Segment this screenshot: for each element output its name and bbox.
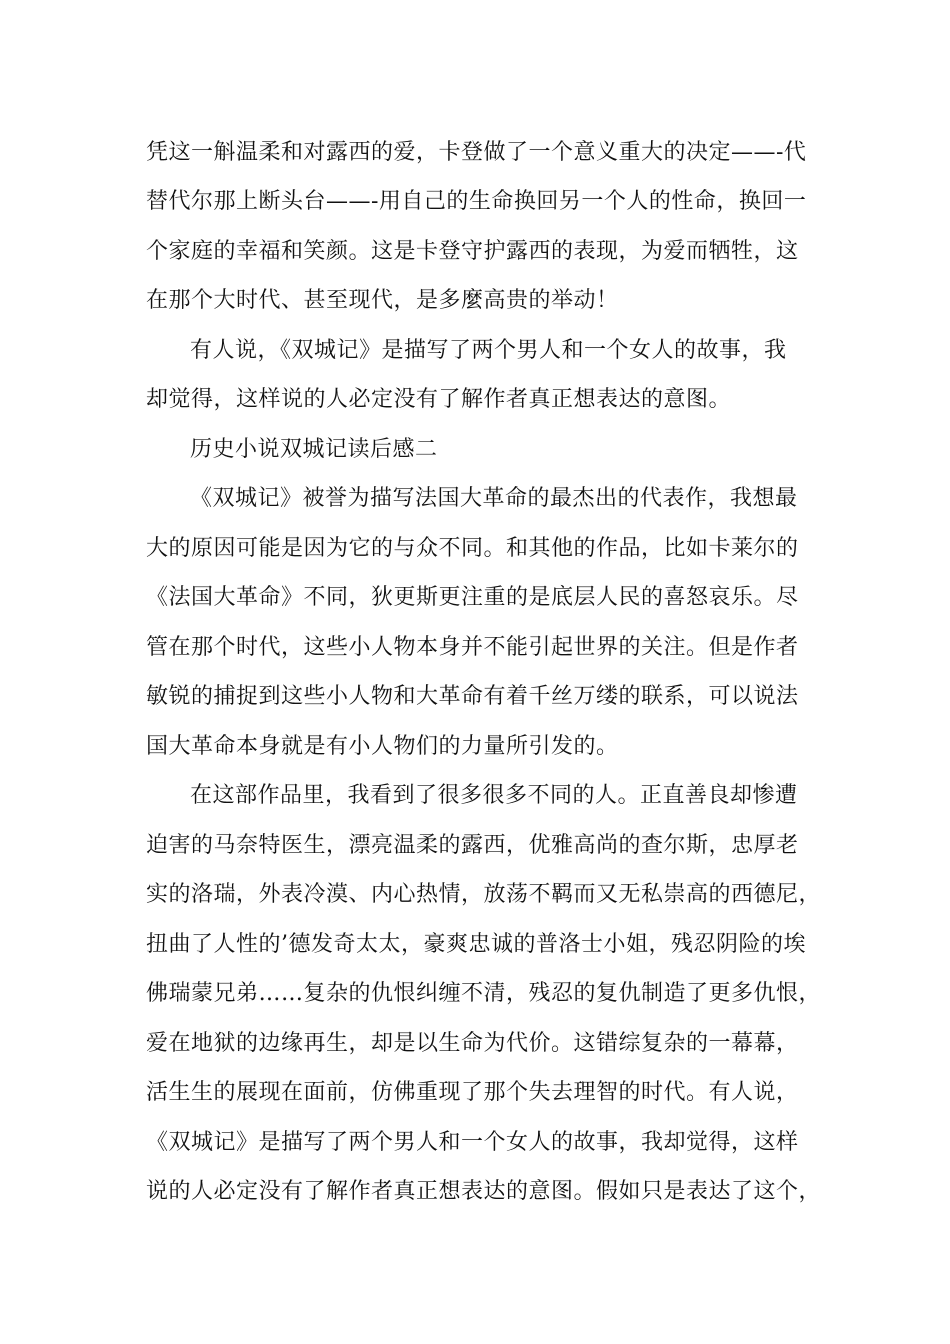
text-line: 活生生的展现在面前，仿佛重现了那个失去理智的时代。有人说， xyxy=(146,1080,799,1105)
text-line: 管在那个时代，这些小人物本身并不能引起世界的关注。但是作者 xyxy=(146,635,799,660)
text-line: 《双城记》是描写了两个男人和一个女人的故事，我却觉得，这样 xyxy=(146,1130,799,1155)
text-line: 实的洛瑞，外表冷漠、内心热情，放荡不羁而又无私崇高的西德尼， xyxy=(146,882,822,907)
text-line: 《双城记》被誉为描写法国大革命的最杰出的代表作，我想最 xyxy=(190,486,798,511)
text-line: 爱在地狱的边缘再生，却是以生命为代价。这错综复杂的一幕幕， xyxy=(146,1031,799,1056)
text-line: 国大革命本身就是有小人物们的力量所引发的。 xyxy=(146,734,619,759)
text-line: 替代尔那上断头台——-用自己的生命换回另一个人的性命，换回一 xyxy=(146,189,807,214)
text-line: 敏锐的捕捉到这些小人物和大革命有着千丝万缕的联系，可以说法 xyxy=(146,684,799,709)
text-line: 在这部作品里，我看到了很多很多不同的人。正直善良却惨遭 xyxy=(190,783,798,808)
text-line: 《法国大革命》不同，狄更斯更注重的是底层人民的喜怒哀乐。尽 xyxy=(146,585,799,610)
text-line: 个家庭的幸福和笑颜。这是卡登守护露西的表现，为爱而牺牲，这 xyxy=(146,239,799,264)
text-line: 大的原因可能是因为它的与众不同。和其他的作品，比如卡莱尔的 xyxy=(146,536,799,561)
section-heading: 历史小说双城记读后感二 xyxy=(190,437,438,462)
text-line: 扭曲了人性的’德发奇太太，豪爽忠诚的普洛士小姐，残忍阴险的埃 xyxy=(146,932,806,957)
text-line: 却觉得，这样说的人必定没有了解作者真正想表达的意图。 xyxy=(146,387,732,412)
text-line: 凭这一斛温柔和对露西的爱，卡登做了一个意义重大的决定——-代 xyxy=(146,140,807,165)
text-line: 佛瑞蒙兄弟……复杂的仇恨纠缠不清，残忍的复仇制造了更多仇恨， xyxy=(146,981,822,1006)
text-line: 在那个大时代、甚至现代，是多麼高贵的举动！ xyxy=(146,288,619,313)
text-line: 有人说，《双城记》是描写了两个男人和一个女人的故事，我 xyxy=(190,338,787,363)
text-line: 迫害的马奈特医生，漂亮温柔的露西，优雅高尚的查尔斯，忠厚老 xyxy=(146,833,799,858)
text-line: 说的人必定没有了解作者真正想表达的意图。假如只是表达了这个， xyxy=(146,1179,822,1204)
